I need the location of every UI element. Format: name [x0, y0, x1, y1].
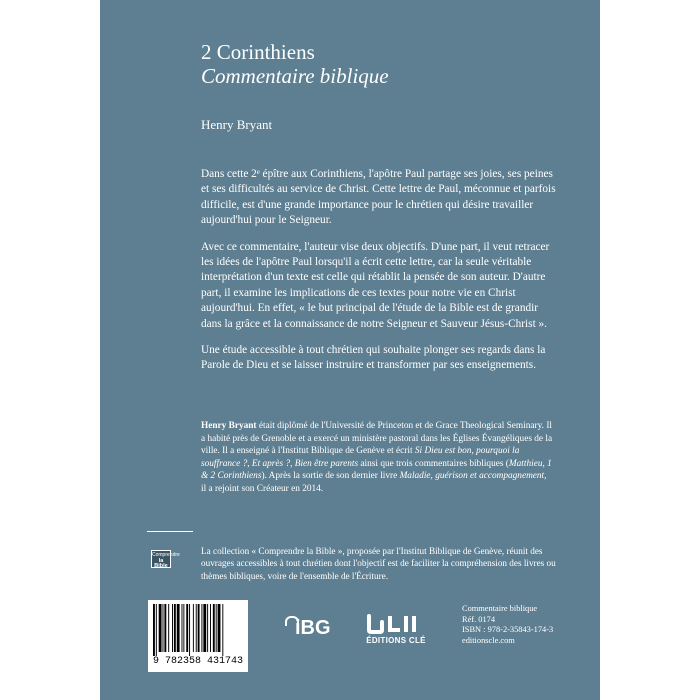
bio-book-title: Si Dieu est bon, pourquoi la souffrance ?: [201, 446, 520, 469]
blurb: [201, 167, 561, 385]
meta-reference: Réf. 0174: [462, 614, 496, 624]
bio-book-title: Matthieu, 1 & 2 Corinthiens: [201, 458, 552, 482]
bio-book-title: Maladie, guérison et accompagnement: [399, 471, 545, 482]
barcode-digits: 9 782358 431743: [152, 656, 243, 667]
separator-line: [147, 531, 193, 532]
bio-text: ). Après la sortie de son dernier livre: [261, 471, 400, 482]
bio-text: ,: [290, 458, 295, 469]
bio-text: ,: [247, 458, 252, 469]
cle-mark-icon: [366, 612, 426, 634]
collection-logo-line: Comprendre: [152, 552, 180, 558]
author-name: Henry Bryant: [201, 117, 273, 132]
collection-logo: [151, 550, 180, 569]
blurb-paragraph-1: Dans cette 2ᵉ épître aux Corinthiens, l'apôtre Paul partage ses joies, ses peines et ses difficultés au service de Christ. Cette lettre de Paul, méconnue et parfois difficile, est d'une grande importance pour le chrétien qui désire travailler aujourd'hui pour le Seigneur.: [201, 168, 556, 227]
editions-cle-logo: [350, 612, 442, 645]
author-bio: [201, 420, 553, 496]
subtitle-line: Commentaire biblique: [201, 64, 389, 88]
isbn-barcode: [148, 600, 248, 672]
book-metadata: [462, 604, 553, 646]
cle-logo-text: ÉDITIONS CLÉ: [366, 636, 426, 645]
ibg-arc-icon: [285, 616, 299, 626]
back-cover: [100, 0, 600, 700]
meta-isbn: ISBN : 978-2-35843-174-3: [462, 625, 554, 635]
bio-name: Henry Bryant: [201, 421, 257, 431]
bio-text: , il a rejoint son Créateur en 2014.: [201, 471, 547, 494]
bio-text: ainsi que trois commentaires bibliques (: [358, 458, 509, 469]
collection-description: La collection « Comprendre la Bible », proposée par l'Institut Biblique de Genève, réunit des ouvrages accessibles à tout chrétien dont l'objectif est de faciliter la compréhension des livres ou thèmes bibliques, voire de l'ensemble de l'Écriture.: [201, 546, 556, 581]
bio-book-title: Bien être parents: [294, 458, 359, 469]
book-title: [201, 40, 389, 88]
collection-logo-line: la Bible: [154, 557, 168, 569]
meta-website: editionscle.com: [462, 635, 515, 645]
meta-category: Commentaire biblique: [462, 604, 538, 613]
barcode-bars: [153, 604, 243, 656]
bio-book-title: Et après ?: [251, 458, 291, 469]
blurb-paragraph-3: Une étude accessible à tout chrétien qui souhaite plonger ses regards dans la Parole de Dieu et se laisser instruire et transformer par ses enseignements.: [201, 344, 546, 372]
ibg-logo: [285, 617, 331, 640]
blurb-paragraph-2: Avec ce commentaire, l'auteur vise deux objectifs. D'une part, il veut retracer les idées de l'apôtre Paul lorsqu'il a écrit cette lettre, car la seule véritable interprétation d'un texte est celle qui rétablit la pensée de son auteur. D'autre part, il examine les implications de ces textes pour notre vie en Christ aujourd'hui. En effet, « le but principal de l'étude de la Bible est de grandir dans la grâce et la connaissance de notre Seigneur et Sauveur Jésus-Christ ».: [201, 240, 550, 330]
bio-text: était diplômé de l'Université de Princeton et de Grace Theological Seminary. Il a habité près de Grenoble et a exercé un ministère pastoral dans les Églises Évangéliques de la ville. Il a enseigné à l'Institut Biblique de Genève et écrit: [201, 421, 553, 457]
title-line: 2 Corinthiens: [201, 40, 315, 64]
ibg-logo-text: iBG: [295, 617, 331, 639]
